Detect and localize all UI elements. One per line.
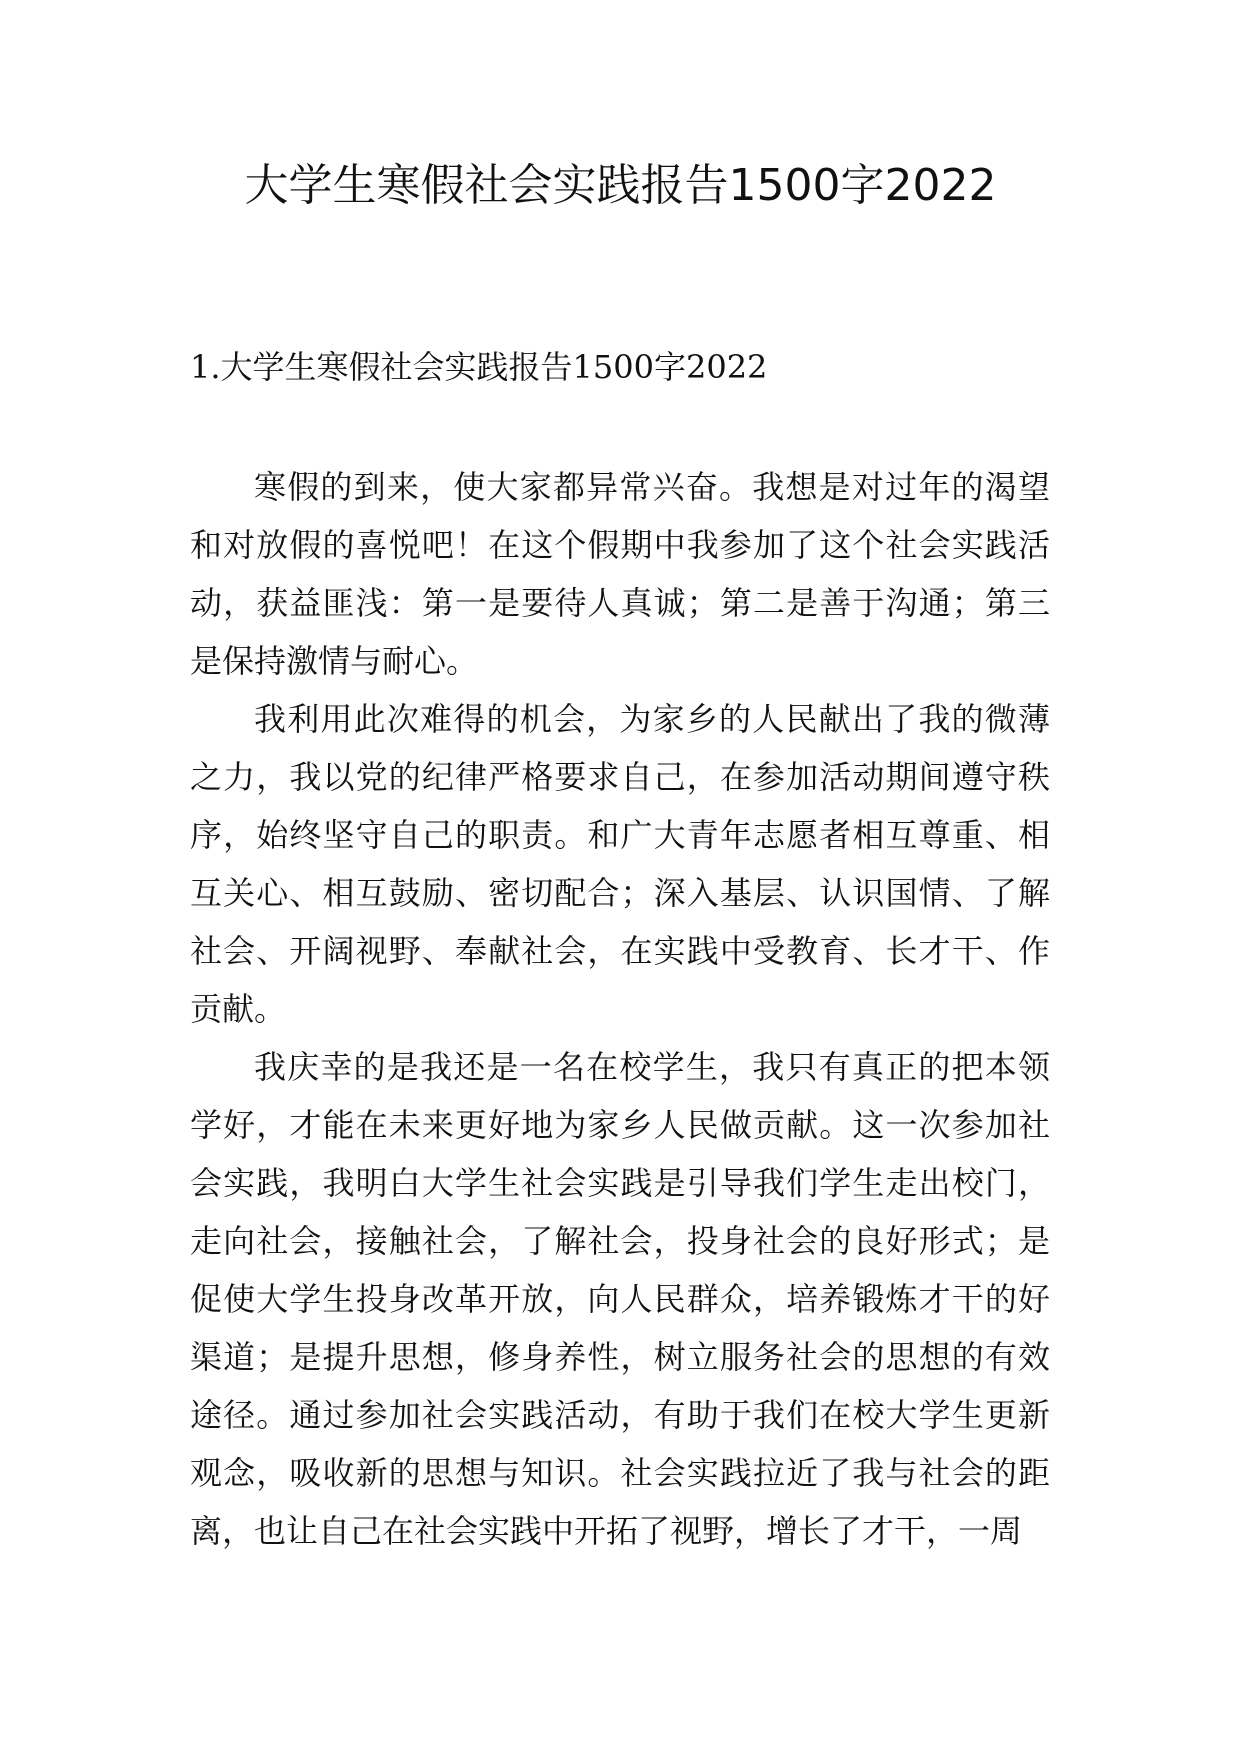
paragraph-2: 我利用此次难得的机会，为家乡的人民献出了我的微薄之力，我以党的纪律严格要求自己，在参加活动期间遵守秩序，始终坚守自己的职责。和广大青年志愿者相互尊重、相互关心、相互鼓励、密切配合；深入基层、认识国情、了解社会、开阔视野、奉献社会，在实践中受教育、长才干、作贡献。 <box>190 700 1050 1028</box>
paragraph-3: 我庆幸的是我还是一名在校学生，我只有真正的把本领学好，才能在未来更好地为家乡人民做贡献。这一次参加社会实践，我明白大学生社会实践是引导我们学生走出校门，走向社会，接触社会，了解社会，投身社会的良好形式；是促使大学生投身改革开放，向人民群众，培养锻炼才干的好渠道；是提升思想，修身养性，树立服务社会的思想的有效途径。通过参加社会实践活动，有助于我们在校大学生更新观念，吸收新的思想与知识。社会实践拉近了我与社会的距离，也让自己在社会实践中开拓了视野，增长了才干，一周 <box>190 1048 1050 1550</box>
document-title: 大学生寒假社会实践报告1500字2022 <box>244 160 997 211</box>
paragraph-1: 寒假的到来，使大家都异常兴奋。我想是对过年的渴望和对放假的喜悦吧！在这个假期中我参加了这个社会实践活动，获益匪浅：第一是要待人真诚；第二是善于沟通；第三是保持激情与耐心。 <box>190 468 1050 680</box>
body-text <box>190 458 1050 1560</box>
section-heading: 1.大学生寒假社会实践报告1500字2022 <box>190 348 768 386</box>
